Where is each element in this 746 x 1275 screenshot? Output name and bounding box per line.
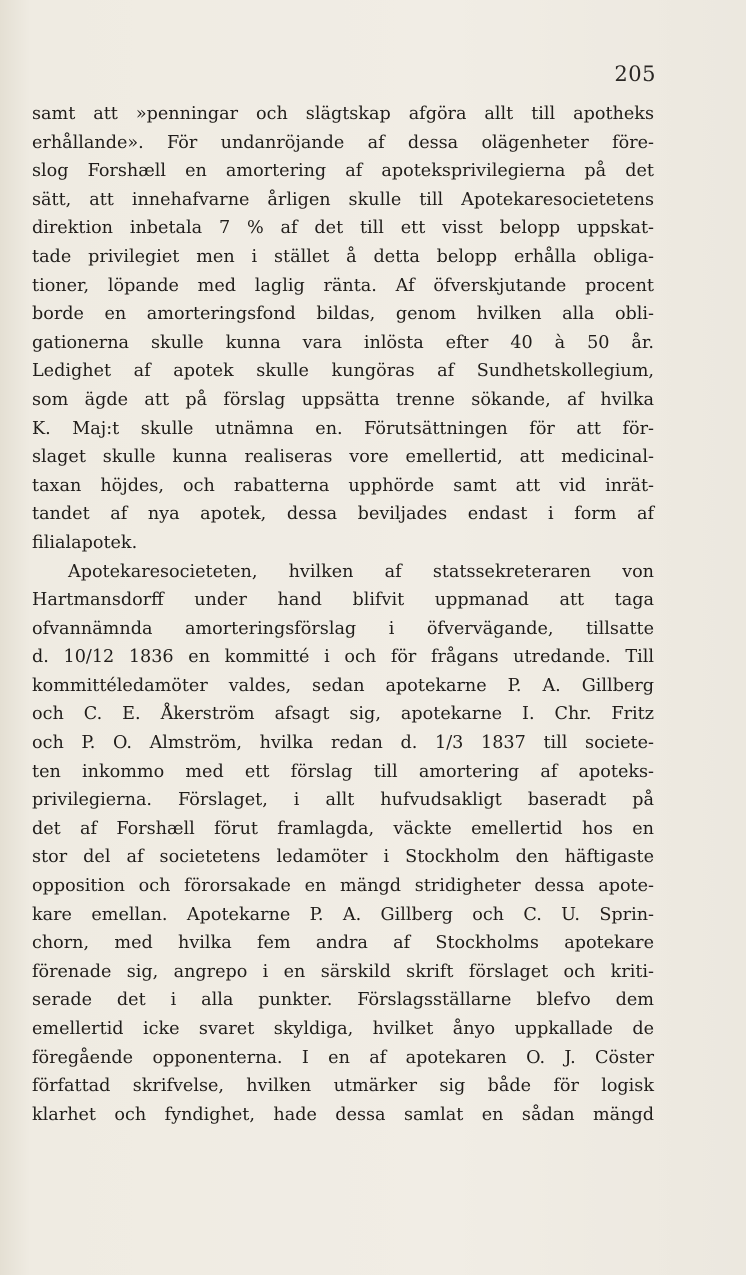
text-line: ten inkommo med ett förslag till amortering af apoteks- (32, 761, 654, 782)
text-line: taxan höjdes, och rabatterna upphörde samt att vid inrät- (32, 475, 654, 496)
text-line: filialapotek. (32, 532, 138, 553)
text-line: klarhet och fyndighet, hade dessa samlat en sådan mängd (32, 1104, 654, 1125)
text-line: samt att »penningar och slägtskap afgöra allt till apotheks (32, 104, 654, 124)
text-line: chorn, med hvilka fem andra af Stockholms apotekare (32, 933, 654, 954)
text-line: slog Forshæll en amortering af apoteksprivilegierna på det (32, 161, 654, 182)
text-line: privilegierna. Förslaget, i allt hufvudsakligt baseradt på (32, 790, 654, 811)
text-line: K. Maj:t skulle utnämna en. Förutsättningen för att för- (32, 418, 654, 439)
text-line: gationerna skulle kunna vara inlösta efter 40 à 50 år. (32, 332, 654, 353)
page-number: 205 (614, 62, 656, 86)
text-line: kare emellan. Apotekarne P. A. Gillberg och C. U. Sprin- (32, 904, 654, 925)
text-line: direktion inbetala 7 % af det till ett visst belopp uppskat- (32, 218, 654, 239)
text-line: emellertid icke svaret skyldiga, hvilket ånyo uppkallade de (32, 1019, 654, 1039)
text-line: det af Forshæll förut framlagda, väckte emellertid hos en (32, 818, 654, 839)
text-line: och C. E. Åkerström afsagt sig, apotekarne I. Chr. Fritz (32, 704, 654, 725)
text-line: författad skrifvelse, hvilken utmärker sig både för logisk (32, 1076, 654, 1097)
text-line: Hartmansdorff under hand blifvit uppmanad att taga (32, 590, 654, 611)
text-line: kommittéledamöter valdes, sedan apotekarne P. A. Gillberg (32, 675, 654, 696)
text-line: och P. O. Almström, hvilka redan d. 1/3 1837 till societe- (32, 733, 654, 754)
text-line: Apotekaresocieteten, hvilken af statssekreteraren von (68, 561, 654, 582)
text-line: föregående opponenterna. I en af apotekaren O. J. Cöster (32, 1047, 654, 1068)
text-line: tade privilegiet men i stället å detta belopp erhålla obliga- (32, 246, 654, 267)
text-line: borde en amorteringsfond bildas, genom hvilken alla obli- (32, 304, 654, 325)
text-line: tioner, löpande med laglig ränta. Af öfverskjutande procent (32, 275, 654, 296)
text-line: d. 10/12 1836 en kommitté i och för frågans utredande. Till (32, 647, 654, 668)
text-line: Ledighet af apotek skulle kungöras af Sundhetskollegium, (32, 361, 654, 382)
body-text (32, 100, 654, 1129)
text-line: ofvannämnda amorteringsförslag i öfvervägande, tillsatte (32, 618, 654, 639)
text-line: serade det i alla punkter. Förslagsställarne blefvo dem (32, 990, 654, 1011)
text-line: slaget skulle kunna realiseras vore emellertid, att medicinal- (32, 447, 654, 468)
text-line: stor del af societetens ledamöter i Stockholm den häftigaste (32, 847, 654, 868)
text-line: erhållande». För undanröjande af dessa olägenheter före- (32, 132, 654, 153)
text-line: förenade sig, angrepo i en särskild skrift förslaget och kriti- (32, 961, 654, 982)
text-line: tandet af nya apotek, dessa beviljades endast i form af (32, 504, 654, 525)
text-line: sätt, att innehafvarne årligen skulle till Apotekaresocietetens (32, 189, 654, 210)
text-line: opposition och förorsakade en mängd stridigheter dessa apote- (32, 876, 654, 897)
text-line: som ägde att på förslag uppsätta trenne sökande, af hvilka (32, 389, 654, 410)
